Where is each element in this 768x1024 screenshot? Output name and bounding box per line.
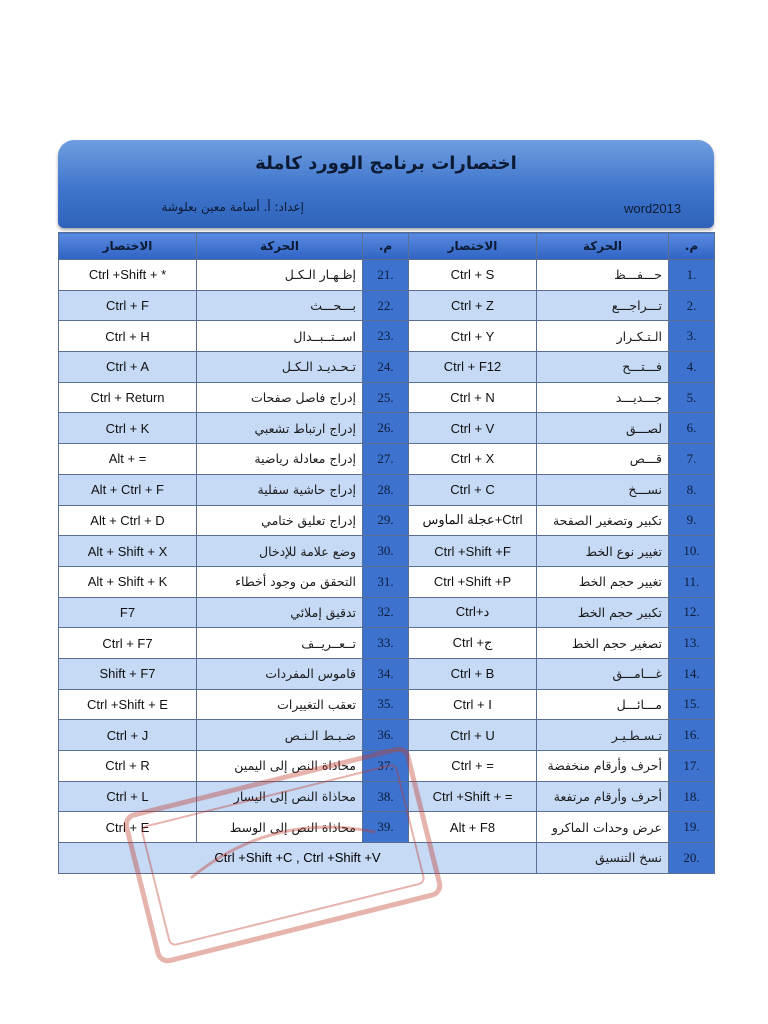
table-row: [59, 597, 715, 628]
row-action: غـــامـــق: [537, 658, 669, 689]
row-action: تـــراجـــع: [537, 290, 669, 321]
row-shortcut: Ctrl+د: [409, 597, 537, 628]
row-shortcut: Ctrl +Shift + =: [409, 781, 537, 812]
row-shortcut-2: Alt + Ctrl + D: [59, 505, 197, 536]
row-shortcut: Ctrl +Shift +F: [409, 536, 537, 567]
row-number-2: .23: [363, 321, 409, 352]
row-number: .12: [669, 597, 715, 628]
row-number-2: .32: [363, 597, 409, 628]
row-action: أحرف وأرقام منخفضة: [537, 751, 669, 782]
table-row: [59, 628, 715, 659]
row-shortcut: Ctrl + C: [409, 474, 537, 505]
row-shortcut-2: Ctrl + A: [59, 352, 197, 383]
version-label: word2013: [624, 201, 682, 216]
row-number-2: .33: [363, 628, 409, 659]
row-action-2: قاموس المفردات: [197, 658, 363, 689]
row-action: حـــفـــظ: [537, 260, 669, 291]
title-banner: [58, 140, 714, 228]
row-number-2: .29: [363, 505, 409, 536]
row-number-2: .22: [363, 290, 409, 321]
row-number-2: .28: [363, 474, 409, 505]
row-number-2: .26: [363, 413, 409, 444]
row-number: .1: [669, 260, 715, 291]
row-action-2: وضع علامة للإدخال: [197, 536, 363, 567]
row-number: .20: [669, 843, 715, 874]
row-number: .2: [669, 290, 715, 321]
row-shortcut-2: Ctrl + F: [59, 290, 197, 321]
row-action: قـــص: [537, 444, 669, 475]
row-number: .18: [669, 781, 715, 812]
row-action: فـــتـــح: [537, 352, 669, 383]
row-action-2: ضـبـط الـنـص: [197, 720, 363, 751]
table-row: [59, 321, 715, 352]
row-shortcut: Alt + F8: [409, 812, 537, 843]
row-number: .19: [669, 812, 715, 843]
row-action-2: محاذاة النص إلى اليسار: [197, 781, 363, 812]
author-credit: إعداد: أ. أسامة معين بعلوشة: [161, 200, 304, 214]
row-shortcut-2: Ctrl + J: [59, 720, 197, 751]
row-number: .13: [669, 628, 715, 659]
row-number: .17: [669, 751, 715, 782]
table-row: [59, 781, 715, 812]
table-row: [59, 566, 715, 597]
table-row: [59, 260, 715, 291]
row-shortcut: Ctrl + U: [409, 720, 537, 751]
row-shortcut: Ctrl +ج: [409, 628, 537, 659]
row-action: تغيير نوع الخط: [537, 536, 669, 567]
row-action: تغيير حجم الخط: [537, 566, 669, 597]
row-number-2: .38: [363, 781, 409, 812]
row-number-2: .24: [363, 352, 409, 383]
row-shortcut-2: Ctrl + Return: [59, 382, 197, 413]
row-action: الـتـكـرار: [537, 321, 669, 352]
row-number-2: .25: [363, 382, 409, 413]
table-row: [59, 812, 715, 843]
row-number: .9: [669, 505, 715, 536]
row-action-2: محاذاة النص إلى الوسط: [197, 812, 363, 843]
row-action-2: إدراج معادلة رياضية: [197, 444, 363, 475]
row-shortcut-2: Ctrl + H: [59, 321, 197, 352]
table-row: [59, 290, 715, 321]
row-action-2: التحقق من وجود أخطاء: [197, 566, 363, 597]
row-action-2: اســتــبــدال: [197, 321, 363, 352]
row-number-2: .35: [363, 689, 409, 720]
row-shortcut-2: Ctrl + E: [59, 812, 197, 843]
row-shortcut-2: Alt + Shift + X: [59, 536, 197, 567]
table-row: [59, 474, 715, 505]
table-row: [59, 751, 715, 782]
row-action: نسخ التنسيق: [537, 843, 669, 874]
row-action-2: تدقيق إملائي: [197, 597, 363, 628]
row-shortcut: Ctrl + S: [409, 260, 537, 291]
table-row: [59, 536, 715, 567]
table-row: [59, 413, 715, 444]
row-action: عرض وحدات الماكرو: [537, 812, 669, 843]
row-action: جـــديـــد: [537, 382, 669, 413]
row-shortcut-2: Alt + =: [59, 444, 197, 475]
header-num-2: م.: [363, 233, 409, 260]
row-shortcut-2: Ctrl +Shift + *: [59, 260, 197, 291]
table-row: [59, 720, 715, 751]
row-shortcut: عجلة الماوس+Ctrl: [409, 505, 537, 536]
header-shortcut: الاختصار: [409, 233, 537, 260]
row-shortcut: Ctrl + B: [409, 658, 537, 689]
table-row: [59, 689, 715, 720]
row-shortcut: Ctrl + F12: [409, 352, 537, 383]
row-action: تكبير حجم الخط: [537, 597, 669, 628]
row-action-2: تعقب التغييرات: [197, 689, 363, 720]
table-row: [59, 505, 715, 536]
row-number-2: .36: [363, 720, 409, 751]
row-number: .10: [669, 536, 715, 567]
row-action: تـسـطـيـر: [537, 720, 669, 751]
row-action-2: إدراج ارتباط تشعبي: [197, 413, 363, 444]
row-number: .5: [669, 382, 715, 413]
row-shortcut-2: Ctrl + L: [59, 781, 197, 812]
row-number-2: .30: [363, 536, 409, 567]
row-shortcut-2: Alt + Shift + K: [59, 566, 197, 597]
row-shortcut-2: Shift + F7: [59, 658, 197, 689]
row-action: أحرف وأرقام مرتفعة: [537, 781, 669, 812]
row-shortcut: Ctrl + Y: [409, 321, 537, 352]
row-number-2: .34: [363, 658, 409, 689]
row-action: نســـخ: [537, 474, 669, 505]
table-row-last: [59, 843, 715, 874]
table-header-row: [59, 233, 715, 260]
row-number: .11: [669, 566, 715, 597]
row-action: تصغير حجم الخط: [537, 628, 669, 659]
row-action-2: بـــحـــث: [197, 290, 363, 321]
table-row: [59, 382, 715, 413]
row-shortcut: Ctrl + Z: [409, 290, 537, 321]
row-number: .7: [669, 444, 715, 475]
row-shortcut: Ctrl + X: [409, 444, 537, 475]
header-num: م.: [669, 233, 715, 260]
row-number: .16: [669, 720, 715, 751]
row-shortcut-2: Ctrl + R: [59, 751, 197, 782]
row-shortcut-2: Ctrl + K: [59, 413, 197, 444]
row-shortcut-merged: Ctrl +Shift +C , Ctrl +Shift +V: [59, 843, 537, 874]
row-shortcut: Ctrl +Shift +P: [409, 566, 537, 597]
row-number: .15: [669, 689, 715, 720]
row-action: لصـــق: [537, 413, 669, 444]
shortcuts-sheet: [58, 140, 714, 874]
table-row: [59, 658, 715, 689]
row-number: .8: [669, 474, 715, 505]
table-row: [59, 352, 715, 383]
row-shortcut: Ctrl + N: [409, 382, 537, 413]
header-action-2: الحركة: [197, 233, 363, 260]
header-action: الحركة: [537, 233, 669, 260]
row-shortcut: Ctrl + =: [409, 751, 537, 782]
row-action-2: إظـهـار الـكـل: [197, 260, 363, 291]
row-action-2: تـحـديـد الـكـل: [197, 352, 363, 383]
row-number-2: .21: [363, 260, 409, 291]
row-action-2: محاذاة النص إلى اليمين: [197, 751, 363, 782]
row-shortcut-2: Ctrl + F7: [59, 628, 197, 659]
row-number-2: .37: [363, 751, 409, 782]
row-number-2: .31: [363, 566, 409, 597]
row-action: مـــائـــل: [537, 689, 669, 720]
row-action-2: إدراج تعليق ختامي: [197, 505, 363, 536]
row-shortcut: Ctrl + I: [409, 689, 537, 720]
row-shortcut: Ctrl + V: [409, 413, 537, 444]
page-title: اختصارات برنامج الوورد كاملة: [255, 153, 517, 174]
table-row: [59, 444, 715, 475]
row-shortcut-2: F7: [59, 597, 197, 628]
row-action-2: تــعــريــف: [197, 628, 363, 659]
row-action-2: إدراج حاشية سفلية: [197, 474, 363, 505]
row-number: .6: [669, 413, 715, 444]
row-number: .3: [669, 321, 715, 352]
row-action-2: إدراج فاصل صفحات: [197, 382, 363, 413]
row-number: .4: [669, 352, 715, 383]
row-number-2: .27: [363, 444, 409, 475]
row-shortcut-2: Ctrl +Shift + E: [59, 689, 197, 720]
row-shortcut-2: Alt + Ctrl + F: [59, 474, 197, 505]
row-action: تكبير وتصغير الصفحة: [537, 505, 669, 536]
shortcuts-table: [58, 232, 715, 874]
header-shortcut-2: الاختصار: [59, 233, 197, 260]
row-number-2: .39: [363, 812, 409, 843]
row-number: .14: [669, 658, 715, 689]
